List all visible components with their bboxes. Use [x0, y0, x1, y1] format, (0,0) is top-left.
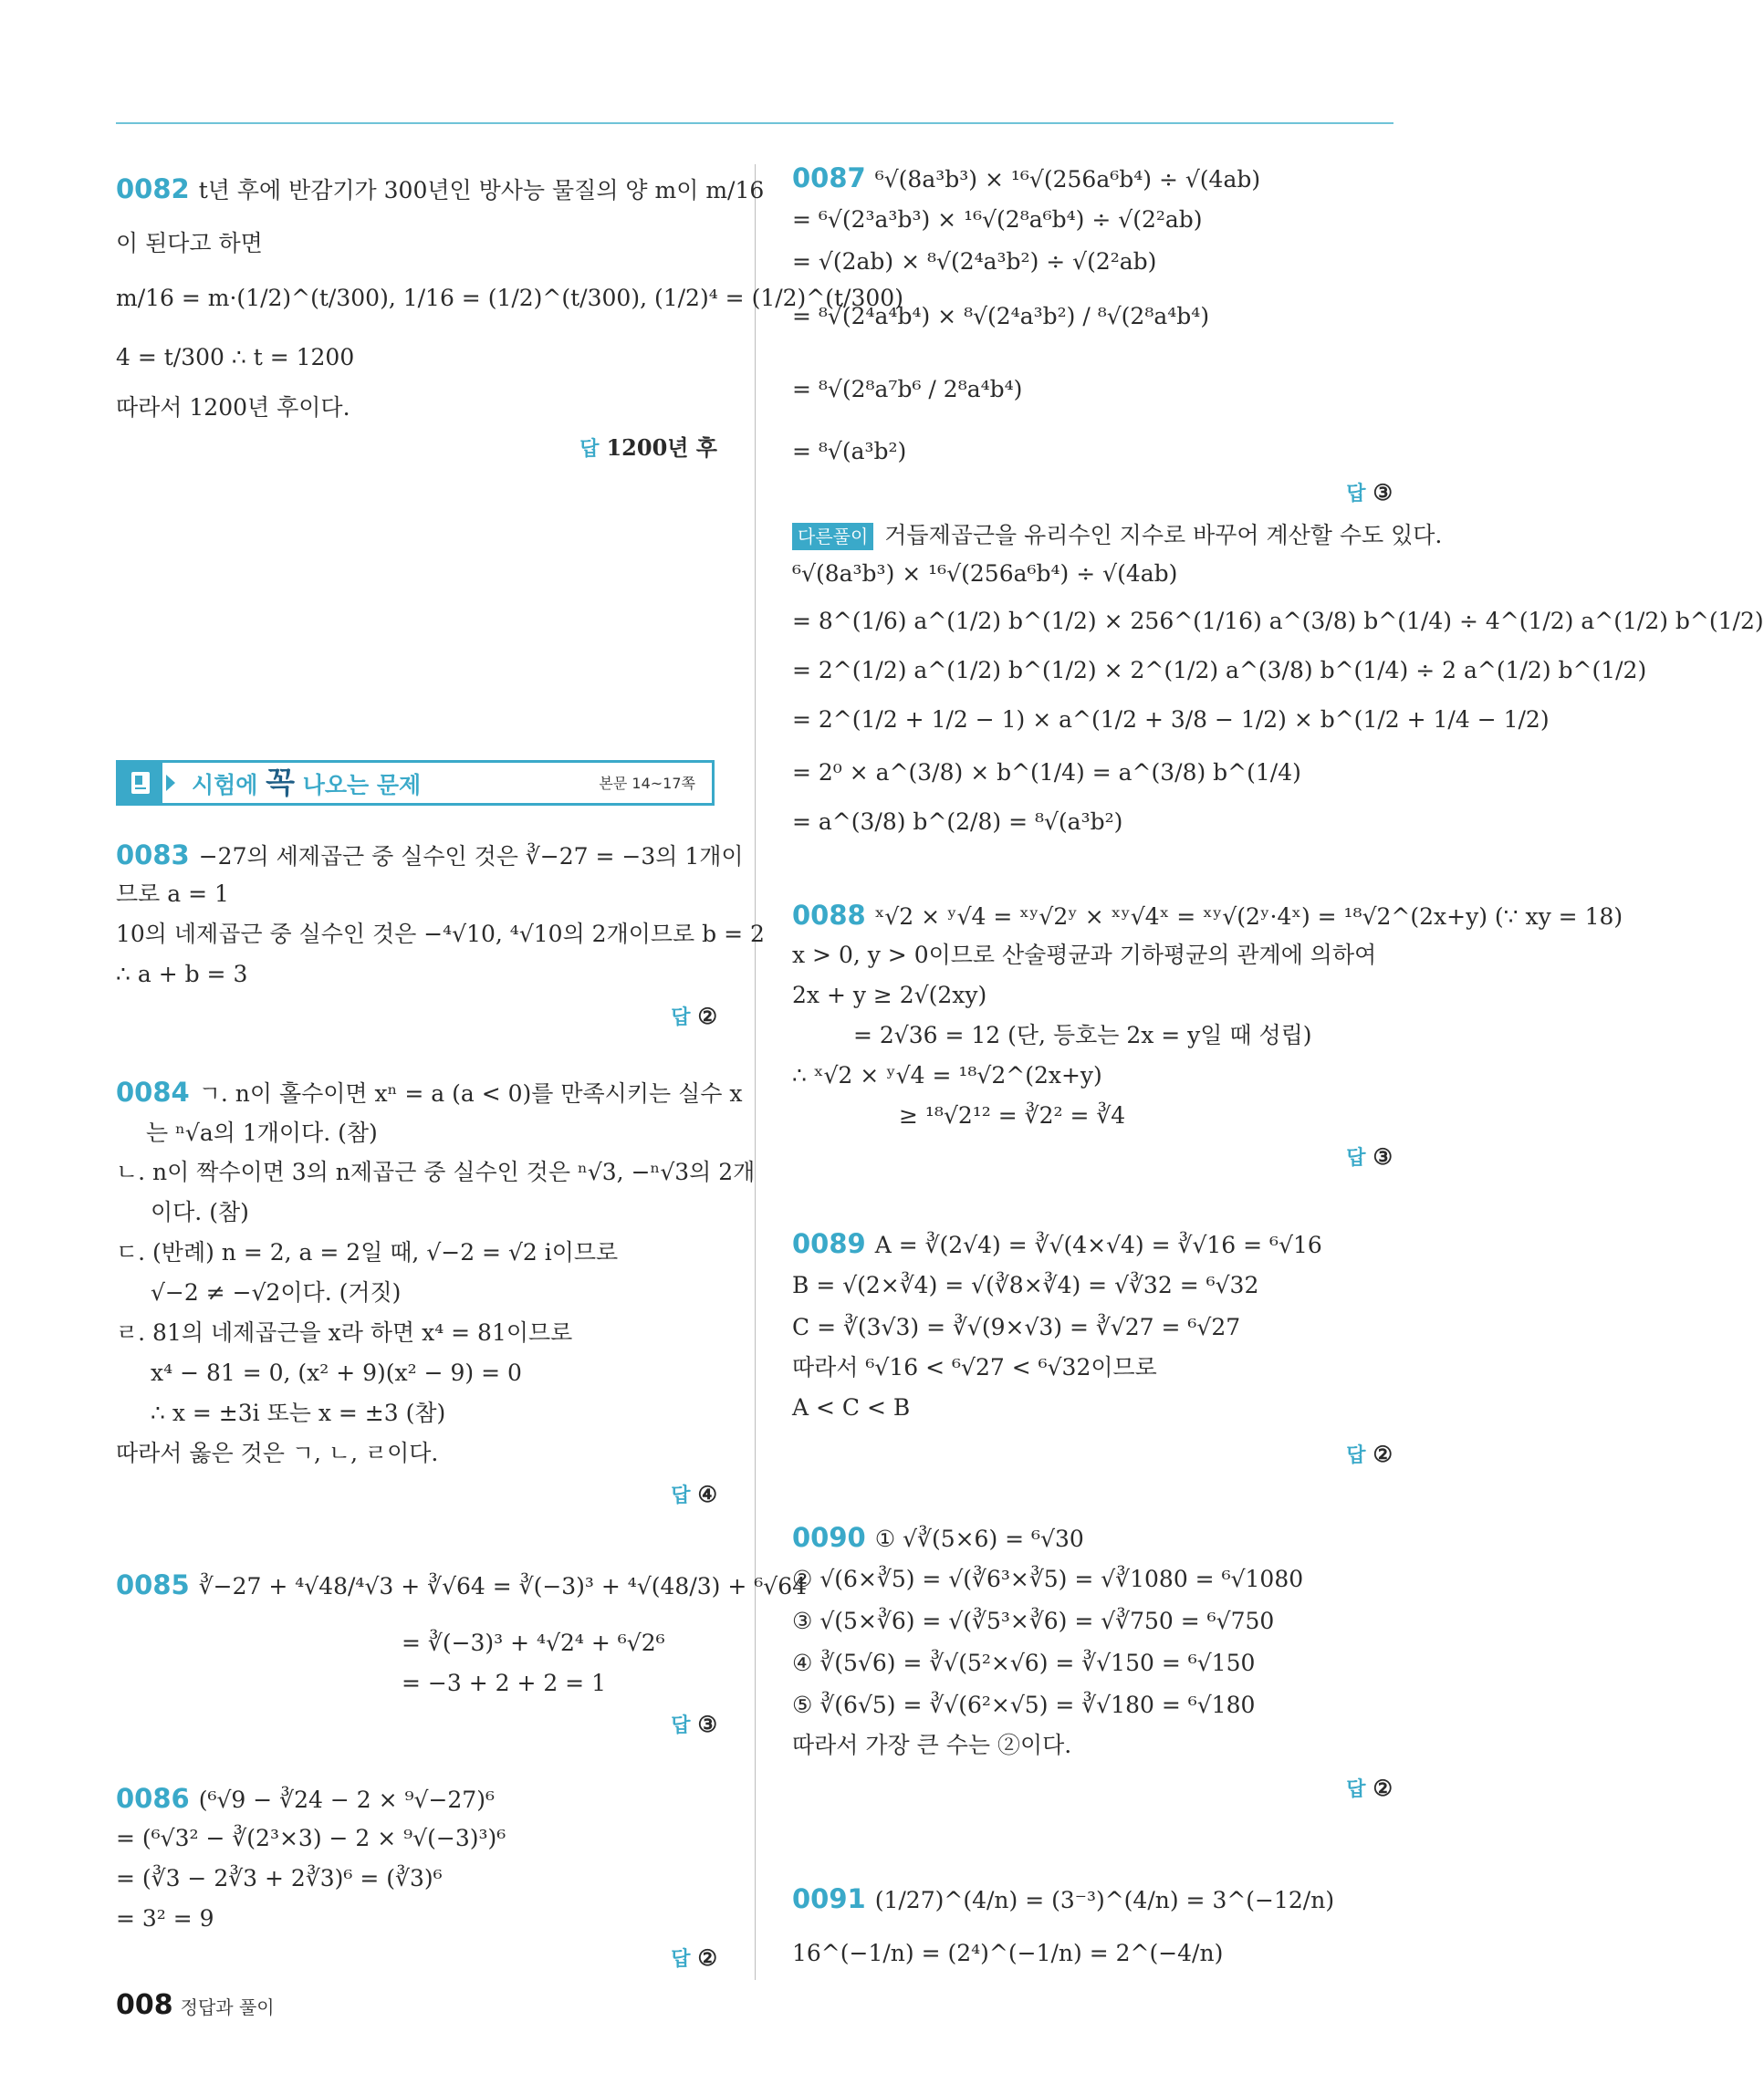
solution-line: ˣ√2 × ʸ√4 = ˣʸ√2ʸ × ˣʸ√4ˣ = ˣʸ√(2ʸ·4ˣ) = ¹⁸√2^(2x+y) (∵ xy = 18) [874, 903, 1623, 930]
alt-solution-line: = 2^(1/2) a^(1/2) b^(1/2) × 2^(1/2) a^(3/8) b^(1/4) ÷ 2 a^(1/2) b^(1/2) [792, 657, 1647, 683]
solution-line: 2x + y ≥ 2√(2xy) [792, 982, 987, 1008]
solution-line: ① √∛(5×6) = ⁶√30 [874, 1526, 1084, 1552]
solution-line: = √(2ab) × ⁸√(2⁴a³b²) ÷ √(2²ab) [792, 248, 1157, 275]
solution-line: = (⁶√3² − ∛(2³×3) − 2 × ⁹√(−3)³)⁶ [116, 1825, 506, 1851]
alt-solution-line: = 2⁰ × a^(3/8) × b^(1/4) = a^(3/8) b^(1/4) [792, 759, 1301, 786]
answer: 답 ③ [1346, 479, 1393, 505]
solution-line: C = ∛(3√3) = ∛√(9×√3) = ∛√27 = ⁶√27 [792, 1314, 1241, 1340]
page-number: 008 [116, 1989, 173, 2021]
page-footer [116, 1989, 275, 2021]
solution-line: A < C < B [792, 1394, 911, 1421]
solution-line: = 2√36 = 12 (단, 등호는 2x = y일 때 성립) [853, 1022, 1312, 1048]
column-divider [755, 164, 756, 1980]
answer-value: 1200년 후 [606, 434, 717, 461]
solution-line: 이다. (참) [151, 1199, 249, 1225]
alt-solution-line: = a^(3/8) b^(2/8) = ⁸√(a³b²) [792, 808, 1123, 835]
solution-line: ③ √(5×∛6) = √(∛5³×∛6) = √∛750 = ⁶√750 [792, 1608, 1275, 1634]
solution-line: ⑤ ∛(6√5) = ∛√(6²×√5) = ∛√180 = ⁶√180 [792, 1692, 1256, 1718]
solution-line: ㄱ. n이 홀수이면 xⁿ = a (a < 0)를 만족시키는 실수 x [198, 1080, 743, 1107]
answer: 답 ④ [671, 1481, 717, 1507]
solution-line: m/16 = m·(1/2)^(t/300), 1/16 = (1/2)^(t/300), (1/2)⁴ = (1/2)^(t/300) [116, 285, 903, 311]
problem-number: 0090 [792, 1522, 866, 1553]
answer: 답 ② [671, 1944, 717, 1971]
alt-solution-badge: 다른풀이 [792, 523, 873, 550]
solution-line: 4 = t/300 ∴ t = 1200 [116, 344, 355, 370]
solution-line: ≥ ¹⁸√2¹² = ∛2² = ∛4 [899, 1102, 1126, 1129]
alt-solution-line: = 2^(1/2 + 1/2 − 1) × a^(1/2 + 3/8 − 1/2) × b^(1/2 + 1/4 − 1/2) [792, 706, 1550, 733]
solution-line: ∴ a + b = 3 [116, 961, 248, 987]
solution-line: ⁶√(8a³b³) × ¹⁶√(256a⁶b⁴) ÷ √(4ab) [874, 166, 1261, 193]
solution-line: (⁶√9 − ∛24 − 2 × ⁹√−27)⁶ [198, 1787, 495, 1813]
solution-line: 따라서 ⁶√16 < ⁶√27 < ⁶√32이므로 [792, 1354, 1157, 1381]
answer: 답 ② [671, 1003, 717, 1029]
problem-number: 0088 [792, 900, 866, 931]
book-icon [119, 763, 162, 803]
solution-line: ㄹ. 81의 네제곱근을 x라 하면 x⁴ = 81이므로 [116, 1319, 573, 1346]
problem-number: 0085 [116, 1569, 190, 1600]
alt-solution-line: = 8^(1/6) a^(1/2) b^(1/2) × 256^(1/16) a^(3/8) b^(1/4) ÷ 4^(1/2) a^(1/2) b^(1/2) [792, 608, 1764, 634]
alt-solution-line: ⁶√(8a³b³) × ¹⁶√(256a⁶b⁴) ÷ √(4ab) [792, 560, 1178, 587]
problem-number: 0084 [116, 1077, 190, 1108]
solution-line: B = √(2×∛4) = √(∛8×∛4) = √∛32 = ⁶√32 [792, 1272, 1259, 1298]
problem-number: 0086 [116, 1783, 190, 1814]
problem-number: 0091 [792, 1883, 866, 1914]
section-reference: 본문 14~17쪽 [599, 775, 695, 792]
solution-line: ∴ ˣ√2 × ʸ√4 = ¹⁸√2^(2x+y) [792, 1062, 1102, 1089]
alt-solution-intro: 다른풀이 거듭제곱근을 유리수인 지수로 바꾸어 계산할 수도 있다. [792, 520, 1442, 551]
solution-line: 따라서 옳은 것은 ㄱ, ㄴ, ㄹ이다. [116, 1440, 439, 1466]
solution-line: ② √(6×∛5) = √(∛6³×∛5) = √∛1080 = ⁶√1080 [792, 1566, 1304, 1592]
solution-line: = 3² = 9 [116, 1905, 214, 1932]
top-rule [116, 122, 1393, 124]
solution-line: x⁴ − 81 = 0, (x² + 9)(x² − 9) = 0 [151, 1360, 522, 1386]
solution-line: x > 0, y > 0이므로 산술평균과 기하평균의 관계에 의하여 [792, 942, 1377, 968]
solution-line: = ∛(−3)³ + ⁴√2⁴ + ⁶√2⁶ [402, 1630, 665, 1656]
solution-line: 따라서 가장 큰 수는 ②이다. [792, 1732, 1072, 1758]
solution-line: = ⁸√(2⁴a⁴b⁴) × ⁸√(2⁴a³b²) / ⁸√(2⁸a⁴b⁴) [792, 303, 1210, 329]
solution-line: t년 후에 반감기가 300년인 방사능 물질의 양 m이 m/16 [198, 177, 765, 203]
solution-line: −27의 세제곱근 중 실수인 것은 ∛−27 = −3의 1개이 [198, 843, 744, 870]
problem-number: 0082 [116, 173, 190, 204]
solution-line: 10의 네제곱근 중 실수인 것은 −⁴√10, ⁴√10의 2개이므로 b = 2 [116, 921, 765, 947]
solution-line: 16^(−1/n) = (2⁴)^(−1/n) = 2^(−4/n) [792, 1940, 1224, 1966]
solution-line: 는 ⁿ√a의 1개이다. (참) [146, 1120, 378, 1146]
solution-line: (1/27)^(4/n) = (3⁻³)^(4/n) = 3^(−12/n) [874, 1887, 1335, 1913]
solution-line: ㄷ. (반례) n = 2, a = 2일 때, √−2 = √2 i이므로 [116, 1239, 619, 1266]
solution-line: = −3 + 2 + 2 = 1 [402, 1670, 606, 1696]
solution-line: = ⁶√(2³a³b³) × ¹⁶√(2⁸a⁶b⁴) ÷ √(2²ab) [792, 206, 1203, 233]
answer: 답 ③ [1346, 1143, 1393, 1170]
book-section: 정답과 풀이 [180, 1996, 275, 2018]
solution-line: = (∛3 − 2∛3 + 2∛3)⁶ = (∛3)⁶ [116, 1865, 443, 1891]
solution-line: 따라서 1200년 후이다. [116, 394, 350, 421]
answer [579, 433, 717, 464]
solution-line: √−2 ≠ −√2이다. (거짓) [151, 1279, 402, 1306]
section-title: 시험에 꼭 나오는 문제 [192, 765, 422, 800]
solution-line: ∛−27 + ⁴√48/⁴√3 + ∛√64 = ∛(−3)³ + ⁴√(48/3) + ⁶√64 [198, 1573, 808, 1599]
solution-line: = ⁸√(a³b²) [792, 438, 907, 464]
solution-line: 므로 a = 1 [116, 880, 229, 907]
solution-line: A = ∛(2√4) = ∛√(4×√4) = ∛√16 = ⁶√16 [874, 1232, 1322, 1258]
answer: 답 ③ [671, 1711, 717, 1737]
answer: 답 ② [1346, 1441, 1393, 1467]
problem-number: 0083 [116, 839, 190, 870]
answer-label: 답 [579, 438, 600, 461]
solution-line: ④ ∛(5√6) = ∛√(5²×√6) = ∛√150 = ⁶√150 [792, 1650, 1256, 1676]
problem-number: 0087 [792, 162, 866, 193]
solution-line: ∴ x = ±3i 또는 x = ±3 (참) [151, 1400, 446, 1426]
solution-line: = ⁸√(2⁸a⁷b⁶ / 2⁸a⁴b⁴) [792, 376, 1023, 402]
solution-line: 이 된다고 하면 [116, 230, 263, 256]
section-header [116, 760, 715, 806]
answer: 답 ② [1346, 1775, 1393, 1801]
problem-number: 0089 [792, 1228, 866, 1259]
arrow-icon [166, 775, 175, 791]
solution-line: ㄴ. n이 짝수이면 3의 n제곱근 중 실수인 것은 ⁿ√3, −ⁿ√3의 2개 [116, 1159, 756, 1185]
